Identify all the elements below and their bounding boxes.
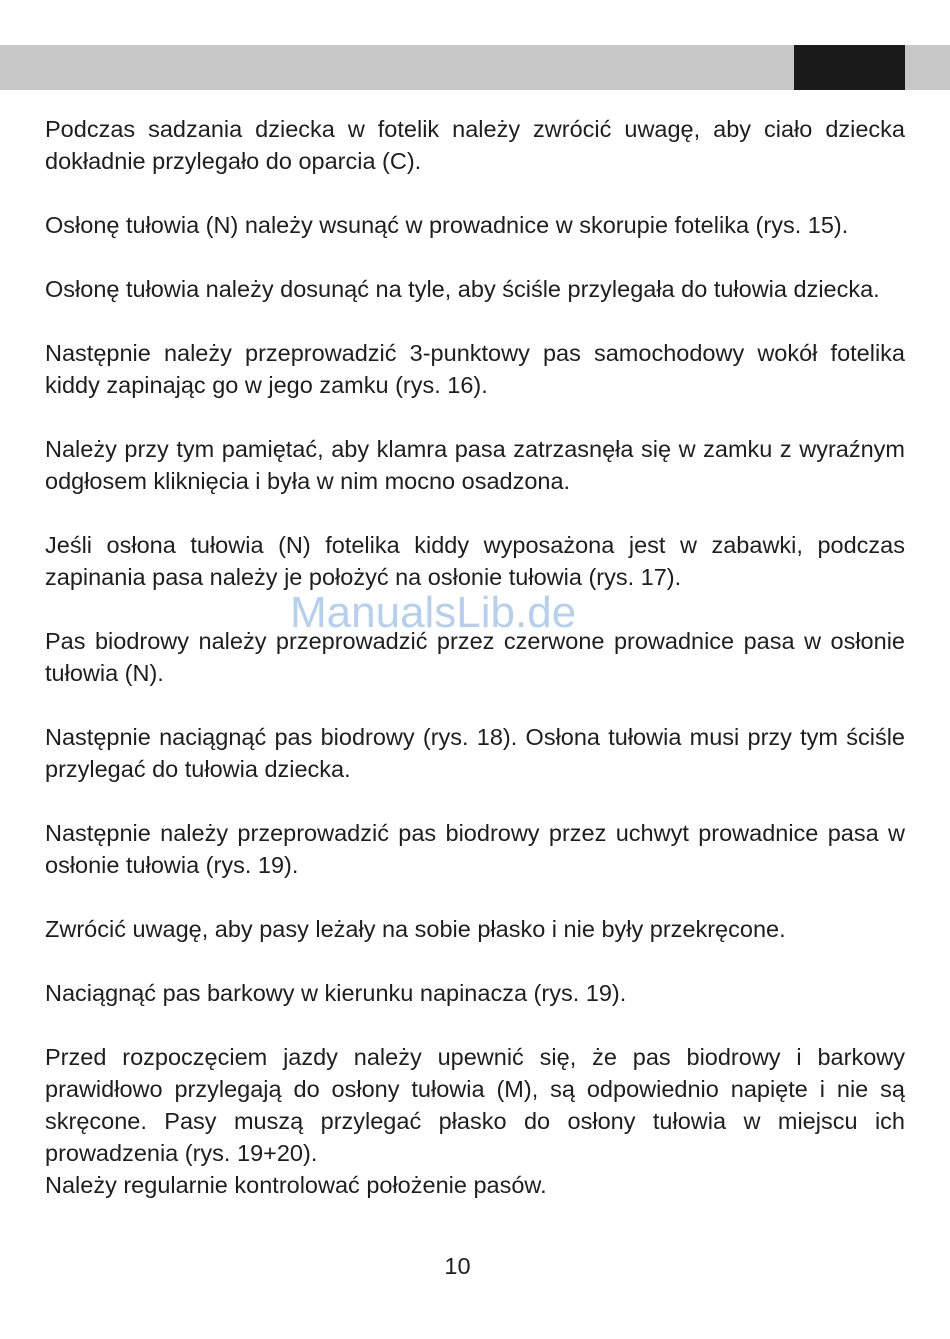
paragraph: Następnie należy przeprowadzić pas biodrowy przez uchwyt prowadnice pasa w osłonie tułowia (rys. 19). — [45, 820, 905, 878]
paragraph: Jeśli osłona tułowia (N) fotelika kiddy wyposażona jest w zabawki, podczas zapinania pasa należy je położyć na osłonie tułowia (rys. 17). — [45, 532, 905, 590]
paragraph: Osłonę tułowia należy dosunąć na tyle, aby ściśle przylegała do tułowia dziecka. — [45, 276, 880, 302]
page-number: 10 — [444, 1253, 471, 1279]
paragraph: Następnie należy przeprowadzić 3-punktowy pas samochodowy wokół fotelika kiddy zapinając go w jego zamku (rys. 16). — [45, 340, 905, 398]
paragraph: Należy regularnie kontrolować położenie pasów. — [45, 1172, 547, 1198]
paragraph: Przed rozpoczęciem jazdy należy upewnić się, że pas biodrowy i barkowy prawidłowo przylegają do osłony tułowia (M), są odpowiednio napięte i nie są skręcone. Pasy muszą przylegać płasko do osłony tułowia w miejscu ich prowadzenia (rys. 19+20). — [45, 1044, 905, 1166]
paragraph: Należy przy tym pamiętać, aby klamra pasa zatrzasnęła się w zamku z wyraźnym odgłosem kliknięcia i była w nim mocno osadzona. — [45, 436, 905, 494]
paragraph: Podczas sadzania dziecka w fotelik należy zwrócić uwagę, aby ciało dziecka dokładnie przylegało do oparcia (C). — [45, 116, 905, 174]
paragraph: Osłonę tułowia (N) należy wsunąć w prowadnice w skorupie fotelika (rys. 15). — [45, 212, 849, 238]
paragraph: Naciągnąć pas barkowy w kierunku napinacza (rys. 19). — [45, 980, 627, 1006]
paragraph: Następnie naciągnąć pas biodrowy (rys. 18). Osłona tułowia musi przy tym ściśle przylegać do tułowia dziecka. — [45, 724, 905, 782]
paragraph: Pas biodrowy należy przeprowadzić przez czerwone prowadnice pasa w osłonie tułowia (N). — [45, 628, 905, 686]
page-body — [45, 113, 905, 1201]
watermark: ManualsLib.de — [290, 588, 577, 637]
paragraph: Zwrócić uwagę, aby pasy leżały na sobie płasko i nie były przekręcone. — [45, 916, 786, 942]
header-tab-block — [794, 45, 905, 90]
